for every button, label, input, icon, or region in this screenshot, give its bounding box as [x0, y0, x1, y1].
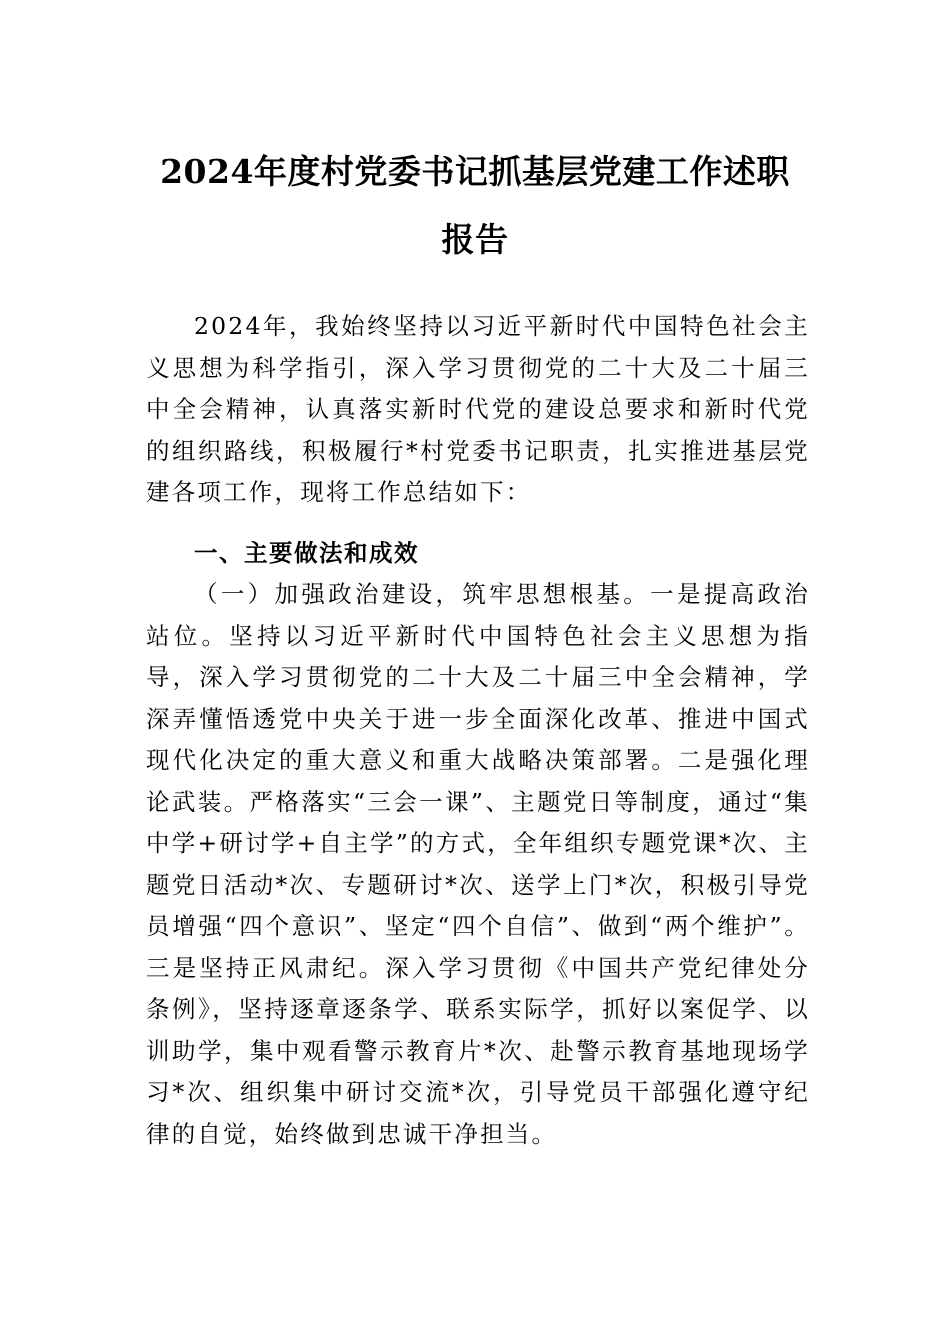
intro-paragraph: 2024年，我始终坚持以习近平新时代中国特色社会主义思想为科学指引，深入学习贯彻党的二十大及二十届三中全会精神，认真落实新时代党的建设总要求和新时代党的组织路线，积极履行*村党委书记职责，扎实推进基层党建各项工作，现将工作总结如下： [146, 312, 810, 506]
section-heading: 一、主要做法和成效 [194, 539, 419, 567]
document-title-line-1: 2024年度村党委书记抓基层党建工作述职 [160, 152, 790, 191]
document-title-line-2: 报告 [441, 220, 509, 259]
section-paragraph: （一）加强政治建设，筑牢思想根基。一是提高政治站位。坚持以习近平新时代中国特色社会主义思想为指导，深入学习贯彻党的二十大及二十届三中全会精神，学深弄懂悟透党中央关于进一步全面深化改革、推进中国式现代化决定的重大意义和重大战略决策部署。二是强化理论武装。严格落实“三会一课”、主题党日等制度，通过“集中学+研讨学+自主学”的方式，全年组织专题党课*次、主题党日活动*次、专题研讨*次、送学上门*次，积极引导党员增强“四个意识”、坚定“四个自信”、做到“两个维护”。三是坚持正风肃纪。深入学习贯彻《中国共产党纪律处分条例》，坚持逐章逐条学、联系实际学，抓好以案促学、以训助学，集中观看警示教育片*次、赴警示教育基地现场学习*次、组织集中研讨交流*次，引导党员干部强化遵守纪律的自觉，始终做到忠诚干净担当。 [146, 580, 810, 1148]
